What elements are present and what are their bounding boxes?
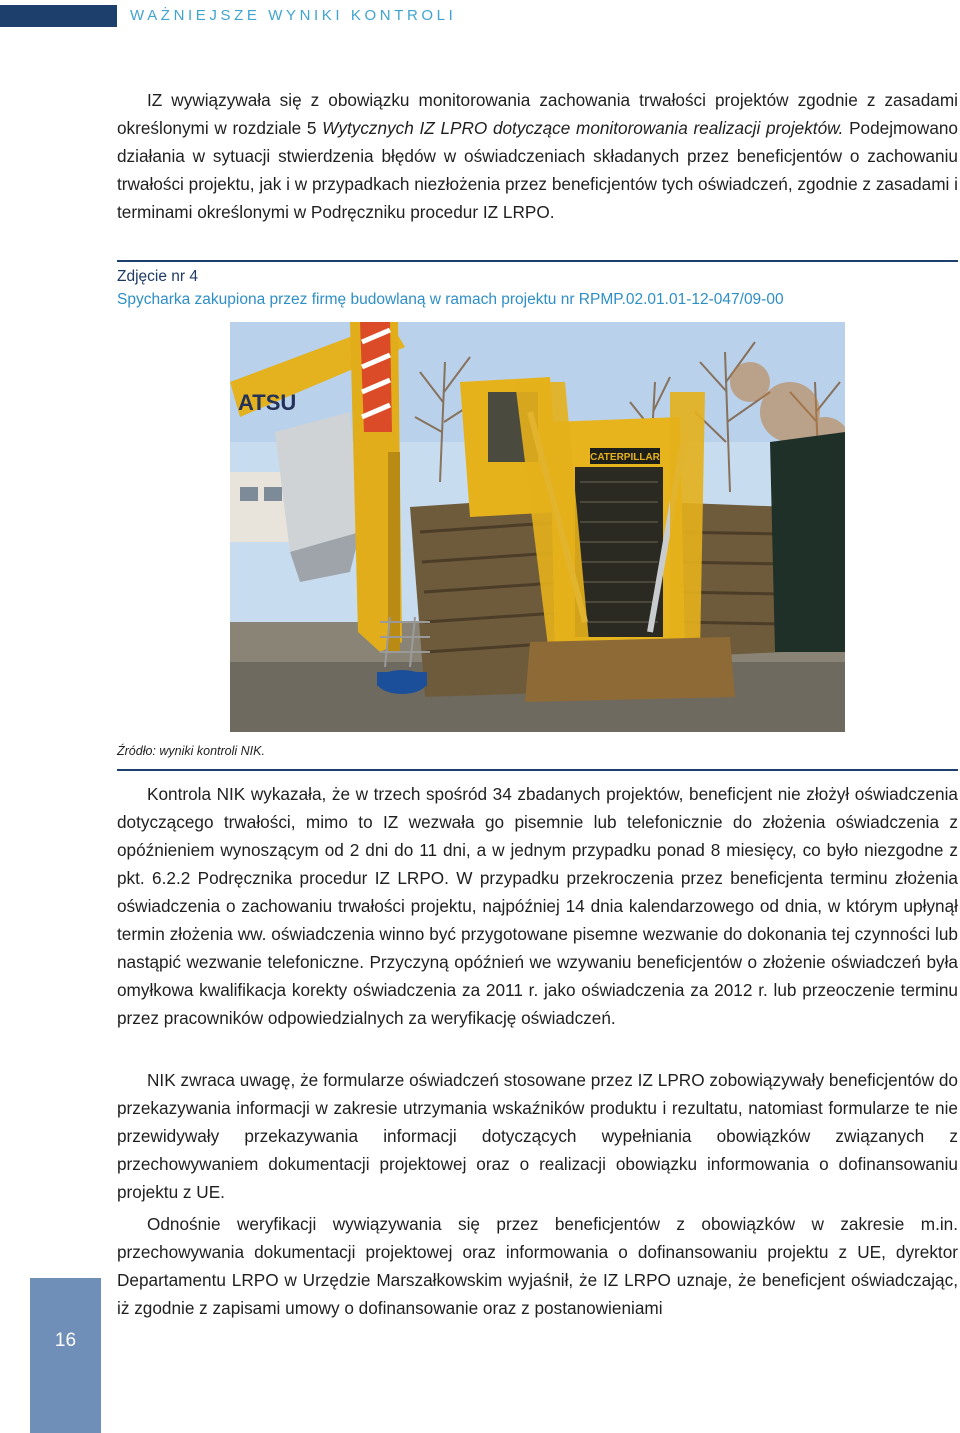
body-paragraph-1 — [117, 86, 958, 226]
paragraph-1-text-end: Podejmowano działania w sytuacji stwierdzenia błędów w oświadczeniach składanych przez beneficjentów o zachowaniu trwałości projektu, jak i w przypadkach niezłożenia przez beneficjentów tych oświadczeń, zgodnie z zasadami i terminami określonymi w Podręczniku procedur IZ LRPO. — [117, 118, 958, 222]
page-number: 16 — [54, 1330, 77, 1351]
figure-top-rule — [117, 260, 958, 262]
figure-bottom-rule — [117, 769, 958, 771]
figure-number: Zdjęcie nr 4 — [117, 268, 198, 285]
paragraph-1-text-start: IZ wywiązywała się z obowiązku monitorowania zachowania trwałości projektów zgodnie z zasadami określonymi w rozdziale 5 — [117, 90, 958, 138]
page-number-tab — [30, 1278, 101, 1433]
body-paragraph-2: Kontrola NIK wykazała, że w trzech spośród 34 zbadanych projektów, beneficjent nie złożył oświadczenia dotyczącego trwałości, mimo to IZ wezwała go pisemnie lub telefonicznie do złożenia oświadczenia z opóźnieniem wynoszącym od 2 dni do 11 dni, a w jednym przypadku ponad 8 miesięcy, co było niezgodne z pkt. 6.2.2 Podręcznika procedur IZ LRPO. W przypadku przekroczenia przez beneficjenta terminu złożenia oświadczenia o zachowaniu trwałości projektu, najpóźniej 14 dnia kalendarzowego od dnia, w którym upłynął termin złożenia ww. oświadczenia winno być przygotowane pisemne wezwanie do dokonania tej czynności lub nastąpić wezwanie telefoniczne. Przyczyną opóźnień we wzywaniu beneficjentów o złożenie oświadczeń była omyłkowa kwalifikacja korekty oświadczenia za 2011 r. jako oświadczenia za 2012 r. lub przeoczenie terminu przez pracowników odpowiedzialnych za weryfikację oświadczeń. — [117, 784, 958, 1028]
figure-title: Spycharka zakupiona przez firmę budowlaną w ramach projektu nr RPMP.02.01.01-12-047/09-00 — [117, 291, 784, 308]
bulldozer-photo-illustration — [230, 322, 845, 732]
body-paragraph-4: Odnośnie weryfikacji wywiązywania się przez beneficjentów z obowiązków w zakresie m.in. przechowywania dokumentacji projektowej oraz informowania o dofinansowaniu projektu z UE, dyrektor Departamentu LRPO w Urzędzie Marszałkowskim wyjaśnił, że IZ LRPO uznaje, że beneficjent oświadczając, iż zgodnie z zapisami umowy o dofinansowanie oraz z postanowieniami — [117, 1214, 958, 1318]
body-paragraph-3: NIK zwraca uwagę, że formularze oświadczeń stosowane przez IZ LPRO zobowiązywały beneficjentów do przekazywania informacji w zakresie utrzymania wskaźników produktu i rezultatu, natomiast formularze te nie przewidywały przekazywania informacji dotyczących wypełniania obowiązków związanych z przechowywaniem dokumentacji projektowej oraz o realizacji obowiązku informowania o dofinansowaniu projektu z UE. — [117, 1070, 958, 1202]
header-color-block — [0, 5, 117, 27]
figure-source-note: Źródło: wyniki kontroli NIK. — [117, 744, 265, 758]
caterpillar-plate: CATERPILLAR — [590, 452, 660, 463]
paragraph-1-italic-title: Wytycznych IZ LPRO dotyczące monitorowania realizacji projektów. — [322, 118, 844, 138]
section-header-title: WAŻNIEJSZE WYNIKI KONTROLI — [130, 7, 457, 24]
bulldozer-photo — [230, 322, 845, 732]
excavator-lettering: ATSU — [238, 390, 297, 415]
